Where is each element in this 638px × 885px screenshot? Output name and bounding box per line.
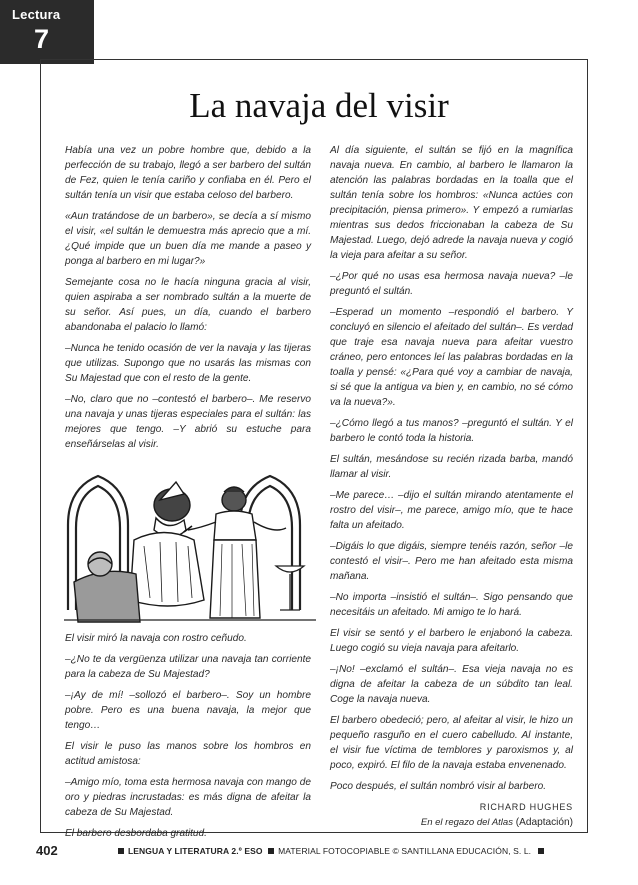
left-column-top: [65, 143, 311, 458]
paragraph: Al día siguiente, el sultán se fijó en la magnífica navaja nueva. En cambio, al barbero le llamaron la atención las palabras bordadas en la toalla que el sultán tenía sobre los hombros: «Nunca actúes con precipitación, piensa primero». Y empezó a rumiarlas mientras sus dedos friccionaban la cabeza de Su Majestad. Luego, dejó adrede la navaja nueva y cogió la vieja para afeitar a su señor.: [330, 145, 573, 261]
paragraph: El barbero desbordaba gratitud.: [65, 828, 207, 839]
paragraph: El barbero obedeció; pero, al afeitar al visir, le hizo un pequeño rasguño en el cuero cabelludo. Al instante, el visir fue víctima de temblores y paroxismos y, al poco, expiró. El filo de la navaja estaba envenenado.: [330, 715, 573, 771]
author-name: RICHARD HUGHES: [479, 802, 573, 812]
paragraph: –¿Por qué no usas esa hermosa navaja nueva? –le preguntó el sultán.: [330, 271, 573, 297]
paragraph: Había una vez un pobre hombre que, debido a la perfección de su trabajo, llegó a ser barbero del sultán de Fez, quien le tenía cariño y confiaba en él. Pero el sultán tenía un visir que estaba celoso del barbero.: [65, 145, 311, 201]
story-illustration: [64, 470, 316, 625]
source-credit: [330, 800, 573, 830]
paragraph: El visir le puso las manos sobre los hombros en actitud amistosa:: [65, 741, 311, 767]
source-line: [330, 815, 573, 830]
section-label: Lectura: [12, 7, 61, 22]
paragraph: El sultán, mesándose su recién rizada barba, mandó llamar al visir.: [330, 454, 573, 480]
paragraph: –¡No! –exclamó el sultán–. Esa vieja navaja no es digna de afeitar la cabeza de un súbdito tan leal. Coge la navaja nueva.: [330, 664, 573, 705]
paragraph: «Aun tratándose de un barbero», se decía a sí mismo el visir, «el sultán le demuestra más aprecio que a mí. ¿Qué impide que un buen día me mande a paseo y ponga al barbero en mi lugar?»: [65, 211, 311, 267]
paragraph: –Me parece… –dijo el sultán mirando atentamente el rostro del visir–, me parece, amigo mío, que te hace falta un afeitado.: [330, 490, 573, 531]
square-bullet-icon: [538, 848, 544, 854]
source-note: (Adaptación): [515, 817, 573, 828]
footer-book: LENGUA Y LITERATURA 2.º ESO: [128, 846, 263, 856]
paragraph: Poco después, el sultán nombró visir al barbero.: [330, 781, 547, 792]
left-column-bottom: [65, 631, 311, 847]
page-title: La navaja del visir: [189, 86, 449, 125]
paragraph: –Nunca he tenido ocasión de ver la navaja y las tijeras que utilizas. Supongo que no usarás las mismas con Su Majestad que con el resto de la gente.: [65, 343, 311, 384]
paragraph: –Digáis lo que digáis, siempre tenéis razón, señor –le contestó el visir–. Pero me han afeitado esta misma mañana.: [330, 541, 573, 582]
paragraph: El visir miró la navaja con rostro ceñudo.: [65, 633, 247, 644]
square-bullet-icon: [268, 848, 274, 854]
source-title: En el regazo del Atlas: [420, 817, 513, 828]
paragraph: –¡Ay de mí! –sollozó el barbero–. Soy un hombre pobre. Pero es una buena navaja, la mejor que tengo…: [65, 690, 311, 731]
paragraph: Semejante cosa no le hacía ninguna gracia al visir, quien aspiraba a ser nombrado sultán a la muerte de su señor. Así pues, un día, cuando el barbero abandonaba el palacio lo llamó:: [65, 277, 311, 333]
section-number: 7: [34, 24, 50, 54]
page-footer: [0, 843, 638, 863]
footer-text: [118, 846, 548, 856]
paragraph: –No, claro que no –contestó el barbero–. Me reservo una navaja y unas tijeras especiales para el sultán: las mejores que tengo. –Y abrió su estuche para enseñárselas al visir.: [65, 394, 311, 450]
lectura-tab: [0, 0, 94, 64]
paragraph: –Esperad un momento –respondió el barbero. Y concluyó en silencio el afeitado del sultán–. Es verdad que traje esa navaja nueva para afeitar vuestro cráneo, pero entonces leí las palabras bordadas en la toalla y pensé: «¿Para qué voy a cambiar de navaja, si sé que la antigua va bien y, en cambio, no sé cómo va la nueva?».: [330, 307, 573, 408]
right-column: [330, 143, 573, 830]
paragraph: –Amigo mío, toma esta hermosa navaja con mango de oro y piedras incrustadas: es más digna de afeitar la cabeza de Su Majestad.: [65, 777, 311, 818]
paragraph: –No importa –insistió el sultán–. Sigo pensando que necesitáis un afeitado. Mi amigo te lo hará.: [330, 592, 573, 618]
paragraph: El visir se sentó y el barbero le enjabonó la cabeza. Luego cogió su vieja navaja para afeitarlo.: [330, 628, 573, 654]
paragraph: –¿Cómo llegó a tus manos? –preguntó el sultán. Y el barbero le contó toda la historia.: [330, 418, 573, 444]
page-number: 402: [36, 843, 58, 858]
paragraph: –¿No te da vergüenza utilizar una navaja tan corriente para la cabeza de Su Majestad?: [65, 654, 311, 680]
square-bullet-icon: [118, 848, 124, 854]
footer-copyright: MATERIAL FOTOCOPIABLE © SANTILLANA EDUCACIÓN, S. L.: [278, 846, 532, 856]
